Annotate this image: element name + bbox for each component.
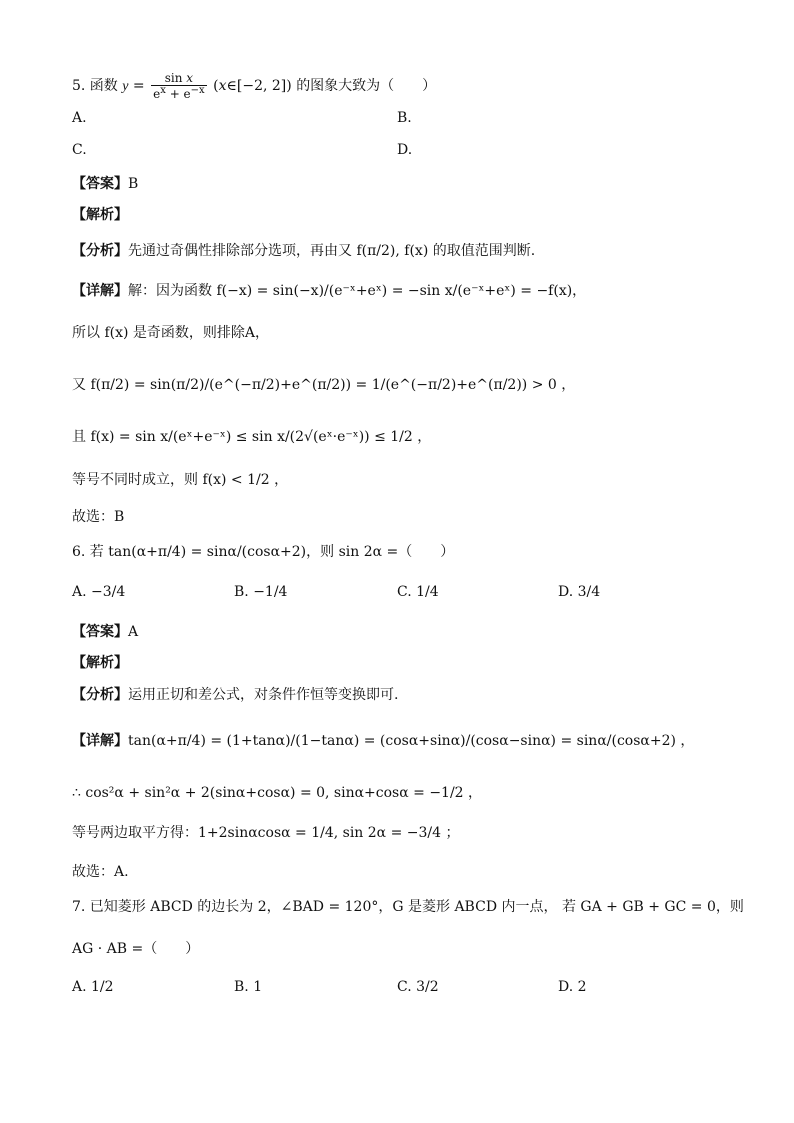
q5-stem: 5. 函数 y = $\frac{\text{sin x}}{e^x + e^{-x}}$ (x∈[−2, 2]) 的图象大致为（ ）	[72, 71, 437, 101]
q5-formula: $\frac{\text{sin x}}{e^x + e^{-x}}$	[153, 71, 205, 101]
q5-answer: 【答案】B	[72, 176, 139, 192]
q6-jiexi: 【解析】	[72, 655, 128, 671]
q6-option-c: C. 1/4	[397, 584, 439, 600]
q7-option-a: A. 1/2	[72, 979, 114, 995]
q6-option-a: A. −3/4	[72, 584, 126, 600]
q5-conclusion: 故选：B	[72, 509, 125, 525]
q7-option-c: C. 3/2	[397, 979, 439, 995]
q5-fenxi: 【分析】先通过奇偶性排除部分选项，再由又 f(π/2), f(x) 的取值范围判断.	[72, 243, 536, 259]
q7-stem-line2: AG · AB =（ ）	[72, 941, 200, 957]
q7-option-d: D. 2	[558, 979, 587, 995]
q6-option-b: B. −1/4	[234, 584, 288, 600]
q5-step5: 等号不同时成立，则 f(x) < 1/2 ，	[72, 472, 289, 488]
q6-answer: 【答案】A	[72, 624, 139, 640]
q6-conclusion: 故选：A.	[72, 864, 129, 880]
q5-option-c: C.	[72, 142, 87, 158]
q5-step2: 所以 f(x) 是奇函数，则排除A，	[72, 325, 270, 341]
q5-step1: 【详解】解：因为函数 f(−x) = sin(−x)/(e⁻ˣ+eˣ) = −sin x/(e⁻ˣ+eˣ) = −f(x)，	[72, 283, 587, 299]
q6-fenxi: 【分析】运用正切和差公式，对条件作恒等变换即可.	[72, 687, 399, 703]
q5-option-d: D.	[397, 142, 413, 158]
q5-step3: 又 f(π/2) = sin(π/2)/(e^(−π/2)+e^(π/2)) = 1/(e^(−π/2)+e^(π/2)) > 0 ，	[72, 377, 576, 393]
q7-option-b: B. 1	[234, 979, 263, 995]
q5-option-b: B.	[397, 110, 412, 126]
q7-stem: 7. 已知菱形 ABCD 的边长为 2，∠BAD = 120°，G 是菱形 ABCD 内一点， 若 GA + GB + GC = 0，则	[72, 899, 744, 915]
q6-option-d: D. 3/4	[558, 584, 601, 600]
q6-step2: ∴ cos²α + sin²α + 2(sinα+cosα) = 0, sinα+cosα = −1/2 ，	[72, 785, 483, 801]
q5-step4: 且 f(x) = sin x/(eˣ+e⁻ˣ) ≤ sin x/(2√(eˣ·e⁻ˣ)) ≤ 1/2 ，	[72, 429, 432, 445]
q5-option-a: A.	[72, 110, 87, 126]
q6-step1: 【详解】tan(α+π/4) = (1+tanα)/(1−tanα) = (cosα+sinα)/(cosα−sinα) = sinα/(cosα+2) ，	[72, 733, 695, 749]
q5-jiexi: 【解析】	[72, 207, 128, 223]
q6-stem: 6. 若 tan(α+π/4) = sinα/(cosα+2)，则 sin 2α =（ ）	[72, 544, 455, 560]
q6-step3: 等号两边取平方得：1+2sinαcosα = 1/4, sin 2α = −3/4 ；	[72, 825, 460, 841]
